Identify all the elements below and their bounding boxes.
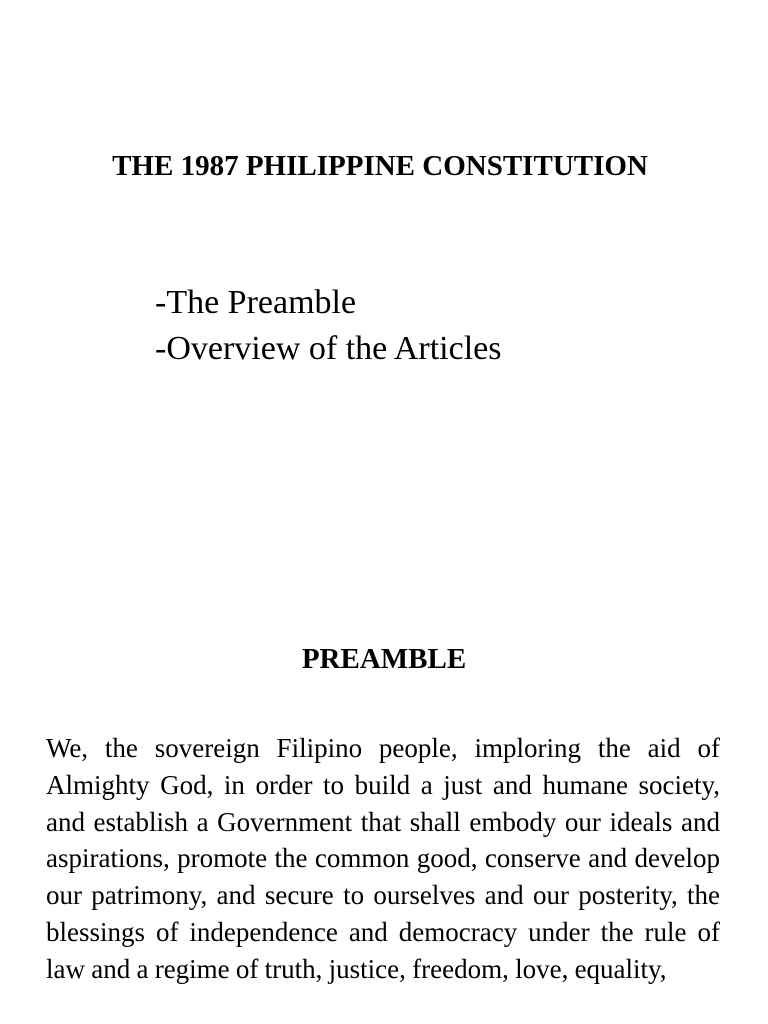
preamble-slide (0, 580, 768, 1024)
topic-list (155, 280, 502, 372)
document-title: THE 1987 PHILIPPINE CONSTITUTION (112, 150, 648, 182)
topic-item-articles-overview: -Overview of the Articles (155, 330, 502, 367)
preamble-heading: PREAMBLE (301, 643, 467, 675)
topic-item-preamble: -The Preamble (155, 284, 357, 321)
preamble-text: We, the sovereign Filipino people, imploring the aid of Almighty God, in order to build a just and humane society, and establish a Government that shall embody our ideals and aspirations, promote the common good, conserve and develop our patrimony, and secure to ourselves and our posterity, the blessings of independence and democracy under the rule of law and a regime of truth, justice, freedom, love, equality, (46, 733, 720, 984)
